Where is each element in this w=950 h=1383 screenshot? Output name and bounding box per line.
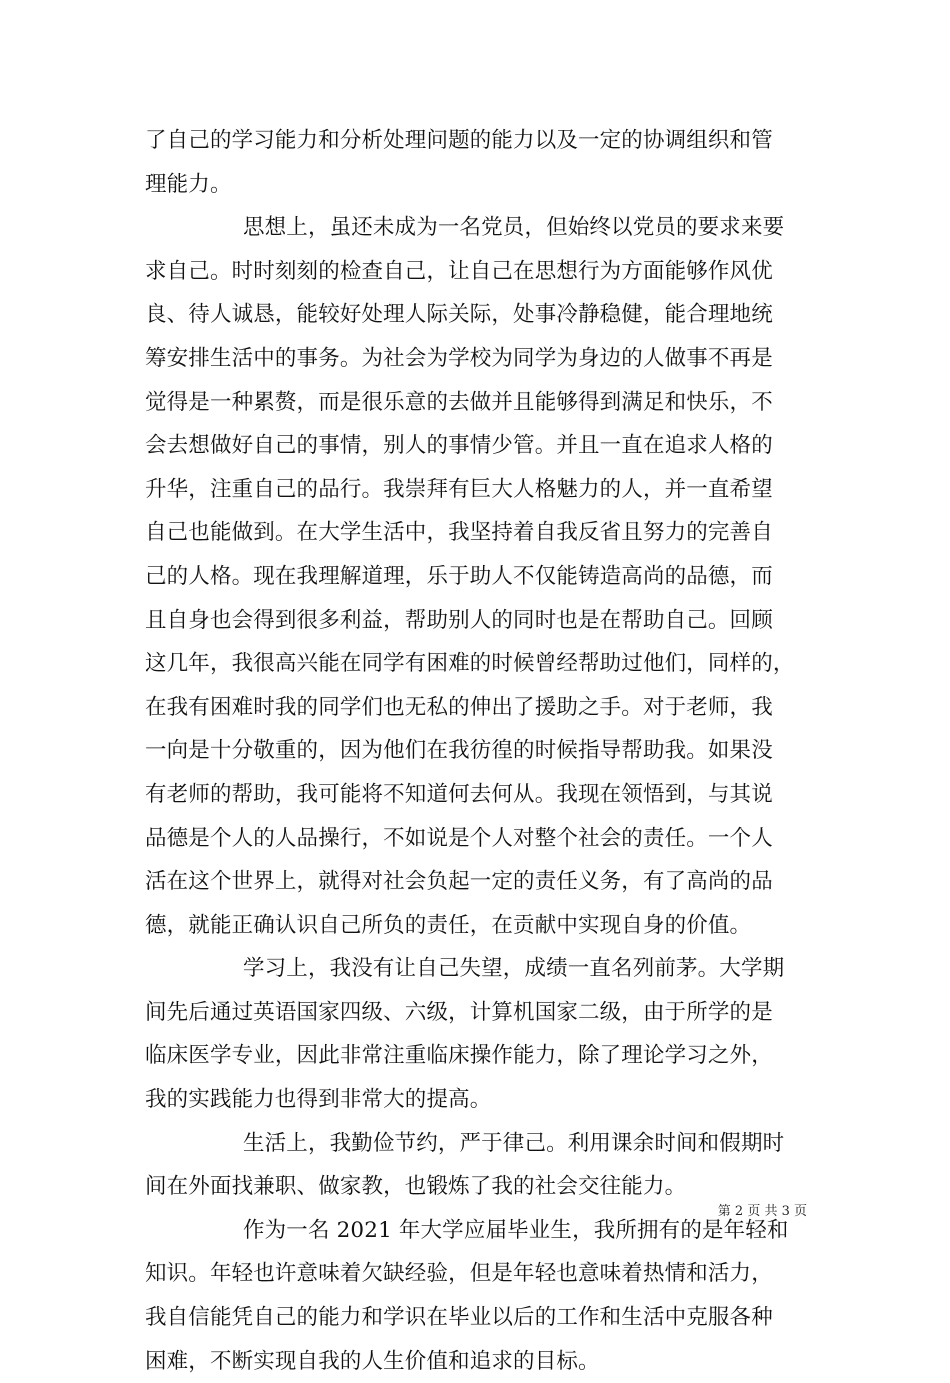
text-line: 困难，不断实现自我的人生价值和追求的目标。 — [145, 1348, 600, 1374]
text-line: 觉得是一种累赘，而是很乐意的去做并且能够得到满足和快乐，不 — [145, 389, 773, 415]
text-line: 临床医学专业，因此非常注重临床操作能力，除了理论学习之外， — [145, 1043, 773, 1069]
text-line: 这几年，我很高兴能在同学有困难的时候曾经帮助过他们，同样的， — [145, 651, 795, 677]
text-line: 有老师的帮助，我可能将不知道何去何从。我现在领悟到，与其说 — [145, 781, 773, 807]
text-line: 一向是十分敬重的，因为他们在我彷徨的时候指导帮助我。如果没 — [145, 738, 773, 764]
text-line: 己的人格。现在我理解道理，乐于助人不仅能铸造高尚的品德，而 — [145, 563, 773, 589]
text-line: 升华，注重自己的品行。我崇拜有巨大人格魅力的人，并一直希望 — [145, 476, 773, 502]
page-number-footer: 第 2 页 共 3 页 — [717, 1204, 807, 1219]
text-line: 作为一名 2021 年大学应届毕业生，我所拥有的是年轻和 — [243, 1217, 789, 1243]
text-line: 良、待人诚恳，能较好处理人际关际，处事冷静稳健，能合理地统 — [145, 302, 773, 328]
text-line: 生活上，我勤俭节约，严于律己。利用课余时间和假期时 — [243, 1130, 785, 1156]
text-line: 德，就能正确认识自己所负的责任，在贡献中实现自身的价值。 — [145, 912, 752, 938]
text-line: 且自身也会得到很多利益，帮助别人的同时也是在帮助自己。回顾 — [145, 607, 773, 633]
text-line: 思想上，虽还未成为一名党员，但始终以党员的要求来要 — [243, 215, 785, 241]
text-line: 在我有困难时我的同学们也无私的伸出了援助之手。对于老师，我 — [145, 694, 773, 720]
text-line: 活在这个世界上，就得对社会负起一定的责任义务，有了高尚的品 — [145, 869, 773, 895]
text-line: 间先后通过英语国家四级、六级，计算机国家二级，由于所学的是 — [145, 999, 773, 1025]
text-line: 间在外面找兼职、做家教，也锻炼了我的社会交往能力。 — [145, 1174, 687, 1200]
text-line: 我自信能凭自己的能力和学识在毕业以后的工作和生活中克服各种 — [145, 1305, 773, 1331]
text-line: 自己也能做到。在大学生活中，我坚持着自我反省且努力的完善自 — [145, 520, 773, 546]
text-line: 会去想做好自己的事情，别人的事情少管。并且一直在追求人格的 — [145, 433, 773, 459]
text-line: 我的实践能力也得到非常大的提高。 — [145, 1087, 492, 1113]
body-text — [145, 119, 807, 1383]
text-line: 筹安排生活中的事务。为社会为学校为同学为身边的人做事不再是 — [145, 345, 773, 371]
text-line: 学习上，我没有让自己失望，成绩一直名列前茅。大学期 — [243, 956, 785, 982]
text-line: 品德是个人的人品操行，不如说是个人对整个社会的责任。一个人 — [145, 825, 773, 851]
text-line: 知识。年轻也许意味着欠缺经验，但是年轻也意味着热情和活力， — [145, 1261, 773, 1287]
text-line: 求自己。时时刻刻的检查自己，让自己在思想行为方面能够作风优 — [145, 258, 773, 284]
text-line: 了自己的学习能力和分析处理问题的能力以及一定的协调组织和管 — [145, 128, 773, 153]
text-line: 理能力。 — [145, 171, 232, 197]
